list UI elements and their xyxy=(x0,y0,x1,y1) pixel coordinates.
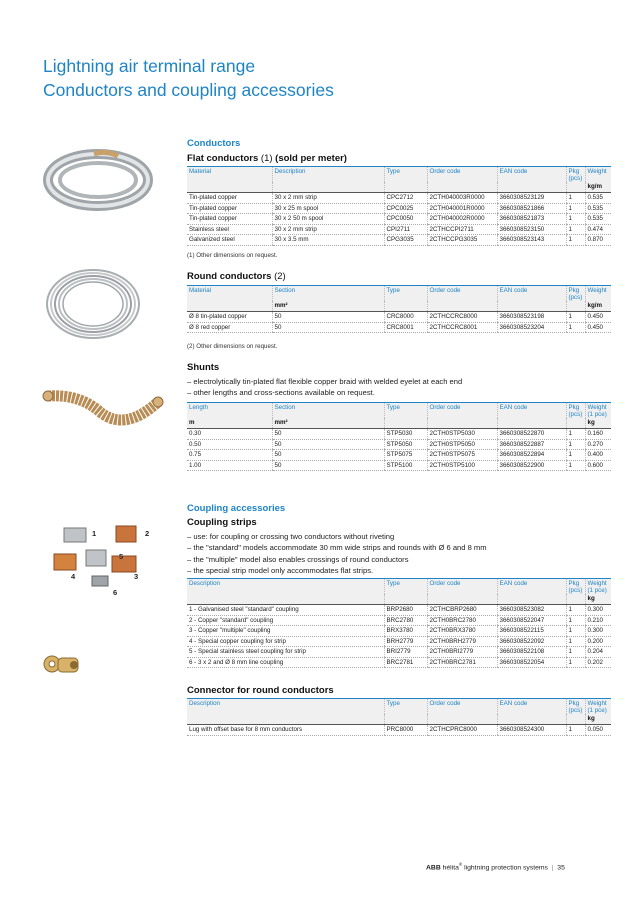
table-cell: 50 xyxy=(272,450,384,461)
table-cell: 1.00 xyxy=(187,460,272,471)
table-cell: PRC8000 xyxy=(384,725,427,736)
table-cell: CRC8000 xyxy=(384,312,427,323)
table-cell: CPC0025 xyxy=(384,203,427,214)
column-header: Description xyxy=(187,579,384,595)
column-header: Section xyxy=(272,286,384,302)
table-row xyxy=(187,224,611,235)
table-cell: 1 xyxy=(566,615,585,626)
table-cell: 1 xyxy=(566,657,585,668)
table-row xyxy=(187,605,611,616)
figure-number-5: 5 xyxy=(119,552,124,561)
table-cell: 1 xyxy=(566,605,585,616)
column-unit xyxy=(566,418,585,429)
column-header: Length xyxy=(187,403,272,419)
coupling-strips-title: Coupling strips xyxy=(187,517,257,528)
table-cell: 5 - Special stainless steel coupling for strip xyxy=(187,647,384,658)
table-cell: 1 xyxy=(566,224,585,235)
column-header: Pkg (pcs) xyxy=(566,579,585,595)
table-cell: 2CTHCCRC8001 xyxy=(427,322,497,333)
table-cell: 3660308522900 xyxy=(497,460,566,471)
table-cell: 30 x 2 mm strip xyxy=(272,193,384,204)
table-cell: 1 xyxy=(566,203,585,214)
table-cell: 2CTH0BRX3780 xyxy=(427,626,497,637)
column-header: Type xyxy=(384,286,427,302)
column-header: Order code xyxy=(427,699,497,715)
column-unit xyxy=(497,418,566,429)
column-unit xyxy=(566,301,585,312)
table-cell: 3660308522108 xyxy=(497,647,566,658)
table-cell: 30 x 3.5 mm xyxy=(272,235,384,246)
column-unit xyxy=(384,182,427,193)
table-cell: 1 xyxy=(566,647,585,658)
column-header: EAN code xyxy=(497,286,566,302)
shunt-braid-image xyxy=(40,382,165,437)
table-cell: 0.870 xyxy=(585,235,611,246)
table-cell: 3660308522870 xyxy=(497,429,566,440)
connector-title: Connector for round conductors xyxy=(187,685,334,696)
table-cell: 0.30 xyxy=(187,429,272,440)
page-footer: ABB hélita® lightning protection systems | 35 xyxy=(426,862,565,872)
column-unit xyxy=(384,418,427,429)
table-cell: 3660308522047 xyxy=(497,615,566,626)
table-row xyxy=(187,312,611,323)
figure-number-2: 2 xyxy=(145,529,150,538)
table-cell: 1 xyxy=(566,429,585,440)
table-cell: 3660308523198 xyxy=(497,312,566,323)
column-header: Description xyxy=(187,699,384,715)
table-cell: 0.202 xyxy=(585,657,611,668)
table-row xyxy=(187,322,611,333)
table-cell: 0.200 xyxy=(585,636,611,647)
table-cell: STP5075 xyxy=(384,450,427,461)
table-cell: 1 xyxy=(566,460,585,471)
table-cell: 2CTHCBRP2680 xyxy=(427,605,497,616)
column-header: EAN code xyxy=(497,403,566,419)
table-cell: 3660308522054 xyxy=(497,657,566,668)
footer-brand: ABB xyxy=(426,864,441,872)
table-cell: BRC2781 xyxy=(384,657,427,668)
column-unit xyxy=(427,418,497,429)
table-cell: 0.450 xyxy=(585,312,611,323)
table-cell: 0.474 xyxy=(585,224,611,235)
table-cell: 3 - Copper "multiple" coupling xyxy=(187,626,384,637)
table-cell: 2CTHCCPG3035 xyxy=(427,235,497,246)
table-cell: 30 x 25 m spool xyxy=(272,203,384,214)
column-unit xyxy=(384,301,427,312)
connector-lug-image xyxy=(42,650,86,680)
column-header: Type xyxy=(384,403,427,419)
table-cell: 2CTH0STP5050 xyxy=(427,439,497,450)
column-unit xyxy=(566,714,585,725)
table-cell: 3660308524300 xyxy=(497,725,566,736)
table-cell: 2CTH0STP5100 xyxy=(427,460,497,471)
column-unit xyxy=(427,594,497,605)
footer-text: lightning protection systems xyxy=(462,864,548,872)
column-header: Order code xyxy=(427,403,497,419)
coupling-accessories-heading: Coupling accessories xyxy=(187,503,286,514)
column-header: Weight (1 pce) xyxy=(585,403,611,419)
coupling-strips-bullet-list xyxy=(187,531,487,576)
flat-conductor-coil-image xyxy=(36,140,156,220)
table-cell: 2CTH040002R0000 xyxy=(427,214,497,225)
column-header: Pkg (pcs) xyxy=(566,167,585,183)
column-header: Weight (1 pce) xyxy=(585,579,611,595)
table-cell: 2CTH0STP5075 xyxy=(427,450,497,461)
table-cell: STP5030 xyxy=(384,429,427,440)
table-cell: 0.535 xyxy=(585,214,611,225)
bullet-item: – other lengths and cross-sections available on request. xyxy=(187,388,375,398)
table-cell: 0.270 xyxy=(585,439,611,450)
table-cell: Stainless steel xyxy=(187,224,272,235)
table-row xyxy=(187,460,611,471)
column-header: Type xyxy=(384,579,427,595)
round-conductors-title: Round conductors (2) xyxy=(187,271,286,282)
bullet-item: – the "standard" models accommodate 30 mm wide strips and rounds with Ø 6 and 8 mm xyxy=(187,543,487,553)
column-header: Material xyxy=(187,286,272,302)
table-cell: 1 xyxy=(566,214,585,225)
table-cell: Ø 8 tin-plated copper xyxy=(187,312,272,323)
table-cell: 1 xyxy=(566,439,585,450)
table-cell: 1 xyxy=(566,450,585,461)
table-cell: 3660308522894 xyxy=(497,450,566,461)
round-conductors-note: (2) Other dimensions on request. xyxy=(187,343,278,350)
table-cell: CPC0050 xyxy=(384,214,427,225)
column-header: Pkg (pcs) xyxy=(566,286,585,302)
column-unit xyxy=(497,714,566,725)
column-header: EAN code xyxy=(497,699,566,715)
table-cell: 0.535 xyxy=(585,203,611,214)
column-header: Weight (1 pce) xyxy=(585,699,611,715)
table-cell: BRX3780 xyxy=(384,626,427,637)
shunts-bullet-list xyxy=(187,376,462,399)
table-cell: 3660308523150 xyxy=(497,224,566,235)
table-cell: BRI2779 xyxy=(384,647,427,658)
column-unit: mm² xyxy=(272,418,384,429)
table-cell: 30 x 2 50 m spool xyxy=(272,214,384,225)
bullet-item: – the special strip model only accommodates flat strips. xyxy=(187,565,374,575)
column-header: EAN code xyxy=(497,167,566,183)
column-unit xyxy=(187,301,272,312)
column-unit: kg xyxy=(585,594,611,605)
round-conductor-coil-image xyxy=(38,262,148,344)
table-cell: Tin-plated copper xyxy=(187,214,272,225)
column-unit xyxy=(497,594,566,605)
column-unit xyxy=(427,182,497,193)
column-unit xyxy=(427,714,497,725)
column-header: Order code xyxy=(427,167,497,183)
table-cell: 0.050 xyxy=(585,725,611,736)
table-cell: 0.160 xyxy=(585,429,611,440)
table-cell: STP5100 xyxy=(384,460,427,471)
table-cell: 50 xyxy=(272,429,384,440)
column-unit xyxy=(384,594,427,605)
table-cell: 2CTH040003R0000 xyxy=(427,193,497,204)
table-cell: 1 xyxy=(566,636,585,647)
table-row xyxy=(187,725,611,736)
table-cell: 50 xyxy=(272,312,384,323)
table-row xyxy=(187,429,611,440)
footer-product: hélita xyxy=(442,864,459,872)
table-row xyxy=(187,657,611,668)
table-cell: 3660308522115 xyxy=(497,626,566,637)
table-cell: Galvanized steel xyxy=(187,235,272,246)
table-cell: CPC2712 xyxy=(384,193,427,204)
coupling-strips-table xyxy=(187,578,611,668)
bullet-item: – the "multiple" model also enables crossings of round conductors xyxy=(187,554,409,564)
table-row xyxy=(187,193,611,204)
table-cell: 0.204 xyxy=(585,647,611,658)
column-header: Type xyxy=(384,699,427,715)
table-cell: 2CTHCCPI2711 xyxy=(427,224,497,235)
table-cell: 0.210 xyxy=(585,615,611,626)
table-cell: 3660308521873 xyxy=(497,214,566,225)
column-header: Section xyxy=(272,403,384,419)
column-header: Material xyxy=(187,167,272,183)
column-unit: m xyxy=(187,418,272,429)
page-subtitle: Conductors and coupling accessories xyxy=(43,80,334,100)
column-unit xyxy=(497,301,566,312)
table-cell: Tin-plated copper xyxy=(187,193,272,204)
table-row xyxy=(187,615,611,626)
column-unit: mm² xyxy=(272,301,384,312)
table-row xyxy=(187,647,611,658)
table-cell: 3660308523129 xyxy=(497,193,566,204)
figure-number-1: 1 xyxy=(92,529,97,538)
page-title: Lightning air terminal range xyxy=(43,56,256,76)
table-cell: 0.300 xyxy=(585,626,611,637)
table-cell: 1 xyxy=(566,626,585,637)
table-cell: 1 xyxy=(566,312,585,323)
table-row xyxy=(187,636,611,647)
table-cell: 2CTH0BRC2781 xyxy=(427,657,497,668)
table-cell: 0.300 xyxy=(585,605,611,616)
coupling-strips-image xyxy=(46,518,156,600)
column-unit xyxy=(187,182,272,193)
page-number: 35 xyxy=(557,864,565,872)
table-cell: CPG3035 xyxy=(384,235,427,246)
table-cell: 2CTHCPRC8000 xyxy=(427,725,497,736)
table-cell: 2CTH0BRI2779 xyxy=(427,647,497,658)
table-cell: 0.600 xyxy=(585,460,611,471)
table-cell: 2CTH0STP5030 xyxy=(427,429,497,440)
column-header: Pkg (pcs) xyxy=(566,403,585,419)
table-cell: STP5050 xyxy=(384,439,427,450)
table-cell: 0.50 xyxy=(187,439,272,450)
table-cell: 2CTHCCRC8000 xyxy=(427,312,497,323)
table-cell: 0.400 xyxy=(585,450,611,461)
table-cell: 1 xyxy=(566,725,585,736)
table-cell: 0.75 xyxy=(187,450,272,461)
table-row xyxy=(187,214,611,225)
table-row xyxy=(187,439,611,450)
table-row xyxy=(187,450,611,461)
round-conductors-table xyxy=(187,285,611,333)
table-row xyxy=(187,203,611,214)
column-header: EAN code xyxy=(497,579,566,595)
table-cell: 50 xyxy=(272,439,384,450)
table-cell: BRP2680 xyxy=(384,605,427,616)
connector-table xyxy=(187,698,611,736)
shunts-table xyxy=(187,402,611,471)
column-unit: kg/m xyxy=(585,301,611,312)
table-cell: CRC8001 xyxy=(384,322,427,333)
table-cell: CPI2711 xyxy=(384,224,427,235)
column-header: Order code xyxy=(427,579,497,595)
table-cell: 1 xyxy=(566,193,585,204)
column-unit xyxy=(187,594,384,605)
column-unit xyxy=(427,301,497,312)
table-cell: 2 - Copper "standard" coupling xyxy=(187,615,384,626)
bullet-item: – electrolytically tin-plated flat flexible copper braid with welded eyelet at each end xyxy=(187,377,463,386)
table-cell: 6 - 3 x 2 and Ø 8 mm line coupling xyxy=(187,657,384,668)
column-unit xyxy=(384,714,427,725)
table-cell: 4 - Special copper coupling for strip xyxy=(187,636,384,647)
column-header: Type xyxy=(384,167,427,183)
table-cell: 2CTH0BRC2780 xyxy=(427,615,497,626)
table-row xyxy=(187,626,611,637)
column-unit xyxy=(272,182,384,193)
table-cell: 3660308523204 xyxy=(497,322,566,333)
column-unit xyxy=(497,182,566,193)
column-header: Order code xyxy=(427,286,497,302)
table-cell: 2CTH0BRH2779 xyxy=(427,636,497,647)
column-header: Description xyxy=(272,167,384,183)
table-cell: 3660308522887 xyxy=(497,439,566,450)
column-unit: kg/m xyxy=(585,182,611,193)
conductors-heading: Conductors xyxy=(187,138,241,149)
table-cell: 3660308523082 xyxy=(497,605,566,616)
table-cell: 50 xyxy=(272,322,384,333)
column-header: Weight xyxy=(585,286,611,302)
table-cell: Ø 8 red copper xyxy=(187,322,272,333)
table-cell: BRC2780 xyxy=(384,615,427,626)
table-cell: 3660308521866 xyxy=(497,203,566,214)
table-cell: Lug with offset base for 8 mm conductors xyxy=(187,725,384,736)
table-cell: 2CTH040001R0000 xyxy=(427,203,497,214)
column-unit xyxy=(566,182,585,193)
table-cell: 1 xyxy=(566,235,585,246)
table-cell: 3660308522092 xyxy=(497,636,566,647)
table-cell: 0.450 xyxy=(585,322,611,333)
figure-number-4: 4 xyxy=(71,572,76,581)
column-unit: kg xyxy=(585,714,611,725)
figure-number-3: 3 xyxy=(134,572,139,581)
table-cell: 3660308523143 xyxy=(497,235,566,246)
shunts-title: Shunts xyxy=(187,362,220,373)
column-unit xyxy=(187,714,384,725)
table-row xyxy=(187,235,611,246)
table-cell: 1 xyxy=(566,322,585,333)
column-unit xyxy=(566,594,585,605)
table-cell: Tin-plated copper xyxy=(187,203,272,214)
table-cell: 50 xyxy=(272,460,384,471)
table-cell: BRH2779 xyxy=(384,636,427,647)
table-cell: 1 - Galvanised steel "standard" coupling xyxy=(187,605,384,616)
column-header: Pkg (pcs) xyxy=(566,699,585,715)
bullet-item: – use: for coupling or crossing two conductors without riveting xyxy=(187,532,395,541)
table-cell: 30 x 2 mm strip xyxy=(272,224,384,235)
column-header: Weight xyxy=(585,167,611,183)
figure-number-6: 6 xyxy=(113,588,118,597)
table-cell: 0.535 xyxy=(585,193,611,204)
column-unit: kg xyxy=(585,418,611,429)
flat-conductors-title: Flat conductors (1) (sold per meter) xyxy=(187,153,347,164)
flat-conductors-note: (1) Other dimensions on request. xyxy=(187,252,278,259)
flat-conductors-table xyxy=(187,166,611,246)
